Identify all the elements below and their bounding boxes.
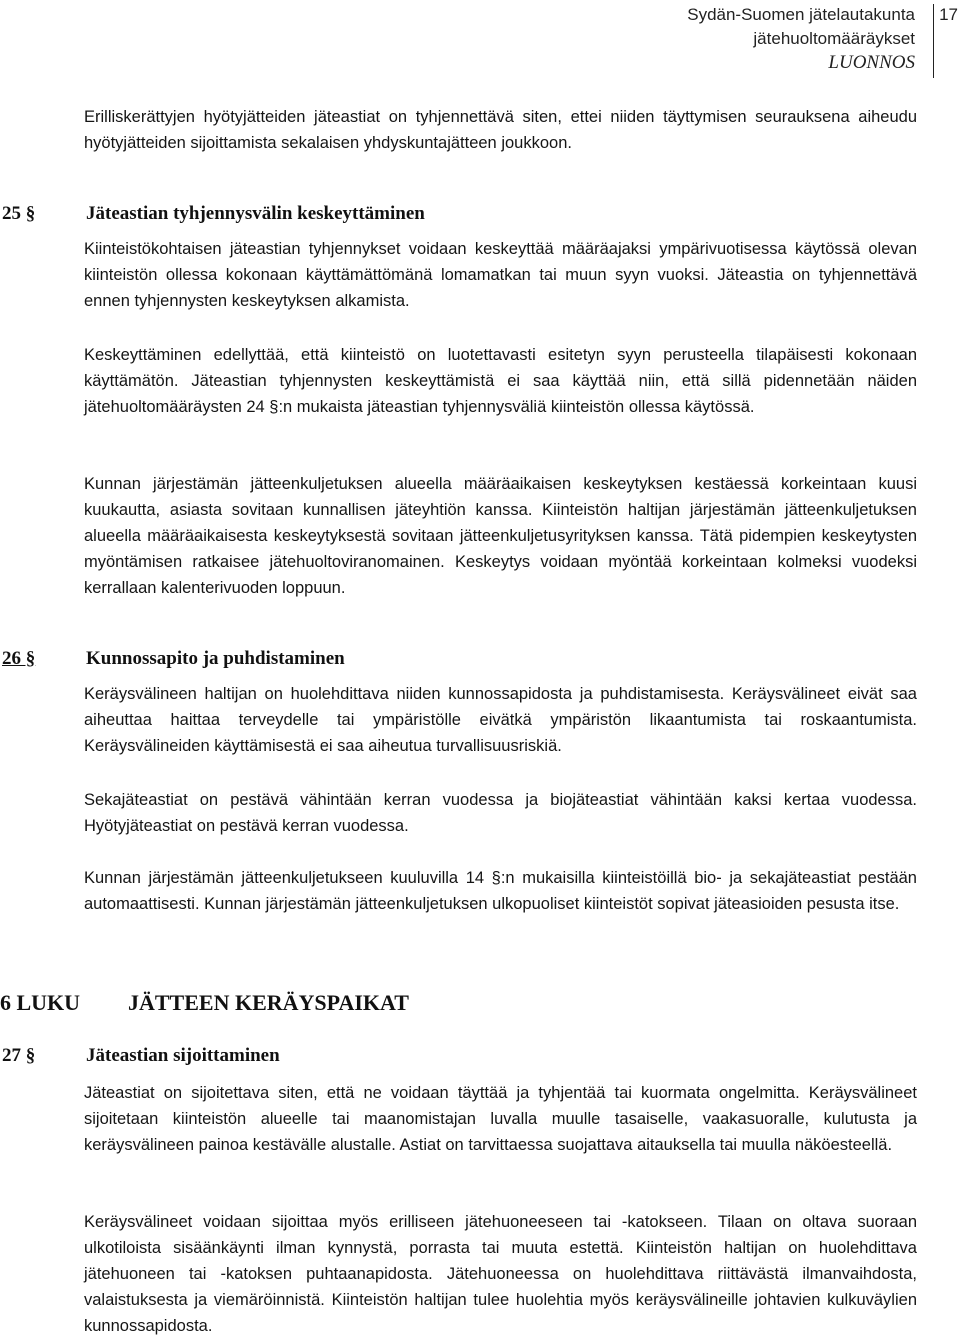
intro-paragraph: Erilliskerättyjen hyötyjätteiden jäteastiat on tyhjennettävä siten, ettei niiden täyttymisen seurauksena aiheudu hyötyjätteiden sijoittamista sekalaisen yhdyskuntajätteen joukkoon. bbox=[84, 108, 917, 152]
section-title: Kunnossapito ja puhdistaminen bbox=[86, 648, 345, 669]
section-number: 26 § bbox=[2, 648, 36, 669]
section-26-paragraph-2: Sekajäteastiat on pestävä vähintään kerran vuodessa ja biojäteastiat vähintään kaksi kertaa vuodessa. Hyötyjäteastiat on pestävä kerran vuodessa. bbox=[84, 791, 917, 835]
section-title: Jäteastian tyhjennysvälin keskeyttäminen bbox=[86, 203, 425, 224]
section-number: 27 § bbox=[2, 1045, 36, 1066]
document-name: jätehuoltomääräykset bbox=[753, 29, 915, 48]
section-27-paragraph-2: Keräysvälineet voidaan sijoittaa myös erilliseen jätehuoneeseen tai -katokseen. Tilaan on oltava suoraan ulkotiloista sisäänkäynti ilman kynnystä, porrasta tai muuta estettä. Kiinteistön haltijan on huolehdittava jätehuoneen tai -katoksen puhtaanapidosta. Jätehuoneessa on huolehdittava riittävästä ilmanvaihdosta, valaistuksesta ja viemäröinnistä. Kiinteistön haltijan tulee huolehtia myös keräysvälineille johtavien kulkuväylien kunnossapidosta. bbox=[84, 1213, 917, 1335]
chapter-title: JÄTTEEN KERÄYSPAIKAT bbox=[128, 990, 409, 1015]
section-number: 25 § bbox=[2, 203, 36, 224]
section-title: Jäteastian sijoittaminen bbox=[86, 1045, 280, 1066]
section-25-paragraph-1: Kiinteistökohtaisen jäteastian tyhjennykset voidaan keskeyttää määräajaksi ympärivuotisessa käytössä olevan kiinteistön ollessa kokonaan käyttämättömänä lomamatkan tai muun syyn vuoksi. Jäteastia on tyhjennettävä ennen tyhjennysten keskeytyksen alkamista. bbox=[84, 240, 917, 310]
draft-status: LUONNOS bbox=[828, 52, 915, 73]
header-divider bbox=[933, 4, 934, 78]
chapter-number: 6 LUKU bbox=[0, 990, 81, 1015]
section-27-paragraph-1: Jäteastiat on sijoitettava siten, että ne voidaan täyttää ja tyhjentää tai kuormata ongelmitta. Keräysvälineet sijoitetaan kiinteistön alueelle tai maanomistajan luvalla muulle tasaiselle, vaakasuoralle, kulutusta ja keräysvälineen painoa kestävälle alustalle. Astiat on tarvittaessa suojattava aitauksella tai muulla näköesteellä. bbox=[84, 1084, 917, 1154]
organization-name: Sydän-Suomen jätelautakunta bbox=[687, 5, 915, 24]
section-25-paragraph-3: Kunnan järjestämän jätteenkuljetuksen alueella määräaikaisen keskeytyksen kestäessä korkeintaan kuusi kuukautta, asiasta sovitaan kunnallisen jäteyhtiön kanssa. Kiinteistön haltijan järjestämän jätteenkuljetuksen alueella määräaikaisesta keskeytyksestä sovitaan jätteenkuljetusyrityksen kanssa. Tätä pidempien keskeytysten myöntämisen ratkaisee jätehuoltoviranomainen. Keskeytys voidaan myöntää korkeintaan kolmeksi vuodeksi kerrallaan kalenterivuoden loppuun. bbox=[84, 475, 917, 597]
section-26-paragraph-1: Keräysvälineen haltijan on huolehdittava niiden kunnossapidosta ja puhdistamisesta. Keräysvälineet eivät saa aiheuttaa haittaa terveydelle tai ympäristölle eivätkä ympäristön likaantumista tai roskaantumista. Keräysvälineiden käyttämisestä ei saa aiheutua turvallisuusriskiä. bbox=[84, 685, 917, 755]
page-number: 17 bbox=[939, 5, 958, 24]
section-26-paragraph-3: Kunnan järjestämän jätteenkuljetukseen kuuluvilla 14 §:n mukaisilla kiinteistöillä bio- ja sekajäteastiat pestään automaattisesti. Kunnan järjestämän jätteenkuljetuksen ulkopuoliset kiinteistöt sopivat jäteasioiden pesusta itse. bbox=[84, 869, 917, 913]
section-25-paragraph-2: Keskeyttäminen edellyttää, että kiinteistö on luotettavasti esitetyn syyn perusteella tilapäisesti kokonaan käyttämätön. Jäteastian tyhjennysten keskeyttämistä ei saa käyttää niin, että sillä pidennetään näiden jätehuoltomääräysten 24 §:n mukaista jäteastian tyhjennysväliä kiinteistön ollessa käytössä. bbox=[84, 346, 917, 416]
page-header bbox=[687, 3, 915, 75]
